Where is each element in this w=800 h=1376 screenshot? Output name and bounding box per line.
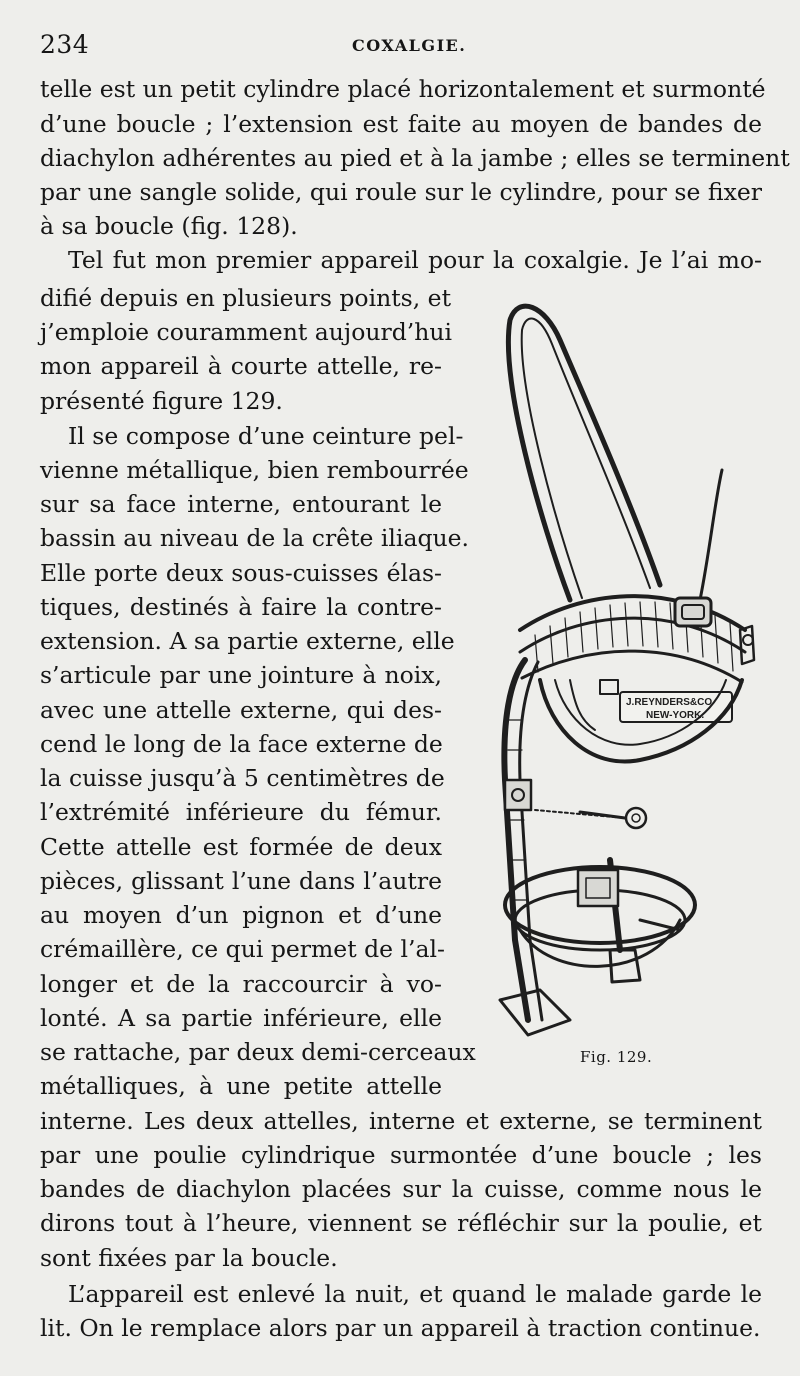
text-line: telle est un petit cylindre placé horizontalement et surmonté [40, 75, 766, 103]
text-line: l’extrémité inférieure du fémur. [40, 798, 442, 826]
text-line: vienne métallique, bien rembourrée [40, 456, 469, 484]
text-line: avec une attelle externe, qui des- [40, 696, 442, 724]
text-line: lit. On le remplace alors par un appareil à traction continue. [40, 1314, 761, 1342]
text-line: sont fixées par la boucle. [40, 1244, 338, 1272]
text-line: métalliques, à une petite attelle [40, 1072, 442, 1100]
running-title: COXALGIE. [352, 36, 467, 55]
text-line: sur sa face interne, entourant le [40, 490, 442, 518]
text-line: à sa boucle (fig. 128). [40, 212, 298, 240]
text-line: extension. A sa partie externe, elle [40, 627, 455, 655]
text-line: d’une boucle ; l’extension est faite au moyen de bandes de [40, 110, 762, 138]
text-line: diachylon adhérentes au pied et à la jambe ; elles se terminent [40, 144, 790, 172]
page-header [40, 30, 760, 66]
text-line: tiques, destinés à faire la contre- [40, 593, 442, 621]
maker-mark-line1: J.REYNDERS&CO [626, 697, 713, 708]
text-line: mon appareil à courte attelle, re- [40, 352, 442, 380]
figure-hip-brace [460, 300, 760, 1040]
page-number: 234 [40, 30, 90, 59]
text-line: s’articule par une jointure à noix, [40, 661, 442, 689]
maker-mark-line2: NEW-YORK. [646, 710, 705, 721]
text-line: interne. Les deux attelles, interne et externe, se terminent [40, 1107, 762, 1135]
text-line: bassin au niveau de la crête iliaque. [40, 524, 470, 552]
text-line: difié depuis en plusieurs points, et [40, 284, 452, 312]
text-line: par une sangle solide, qui roule sur le cylindre, pour se fixer [40, 178, 762, 206]
text-line: Tel fut mon premier appareil pour la coxalgie. Je l’ai mo- [68, 246, 762, 274]
text-line: Elle porte deux sous-cuisses élas- [40, 559, 442, 587]
text-line: lonté. A sa partie inférieure, elle [40, 1004, 442, 1032]
text-line: j’emploie couramment aujourd’hui [40, 318, 453, 346]
text-line: bandes de diachylon placées sur la cuisse, comme nous le [40, 1175, 762, 1203]
text-line: au moyen d’un pignon et d’une [40, 901, 442, 929]
text-line: crémaillère, ce qui permet de l’al- [40, 935, 445, 963]
text-line: cend le long de la face externe de [40, 730, 443, 758]
text-line: longer et de la raccourcir à vo- [40, 970, 442, 998]
text-line: par une poulie cylindrique surmontée d’une boucle ; les [40, 1141, 762, 1169]
text-line: pièces, glissant l’une dans l’autre [40, 867, 442, 895]
text-line: la cuisse jusqu’à 5 centimètres de [40, 764, 445, 792]
text-line: dirons tout à l’heure, viennent se réfléchir sur la poulie, et [40, 1209, 762, 1237]
text-line: Cette attelle est formée de deux [40, 833, 442, 861]
text-line: L’appareil est enlevé la nuit, et quand le malade garde le [68, 1280, 762, 1308]
text-line: Il se compose d’une ceinture pel- [68, 422, 464, 450]
text-line: présenté figure 129. [40, 387, 283, 415]
hip-brace-illustration [460, 300, 760, 1040]
figure-caption: Fig. 129. [580, 1048, 653, 1066]
text-line: se rattache, par deux demi-cerceaux [40, 1038, 476, 1066]
